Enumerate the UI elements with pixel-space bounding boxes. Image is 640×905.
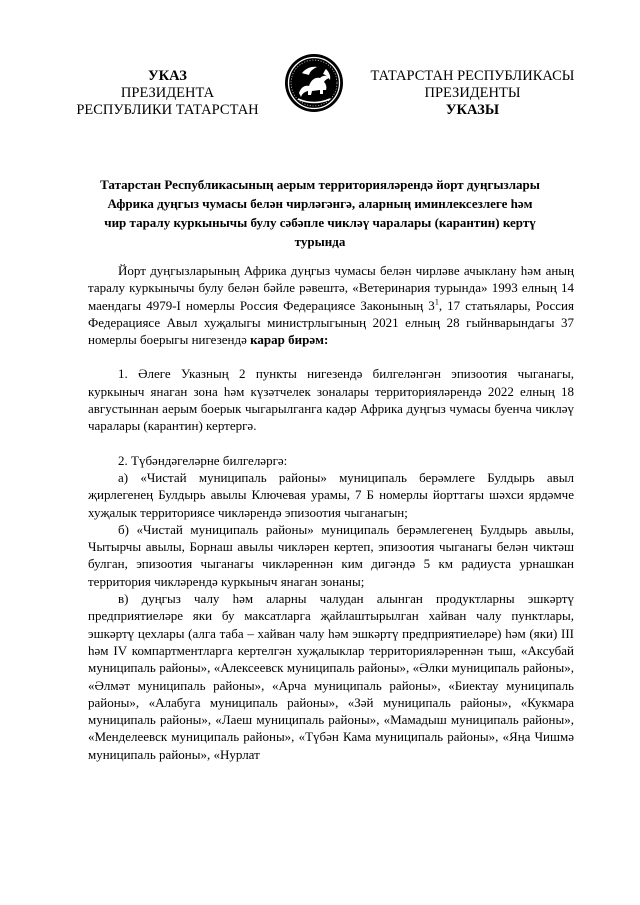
item-2a: а) «Чистай муниципаль районы» муниципаль берәмлеге Булдырь авыл җирлегенең Булдырь авылы Ключевая урамы, 7 Б номерлы йорттагы шәхси ярдәмче хуҗалык территориясе чикләрендә эпизоотия чыганагын; — [88, 469, 574, 520]
header-left-line1: УКАЗ — [148, 68, 187, 84]
header-right-tatar — [350, 68, 595, 119]
header-left-line2: ПРЕЗИДЕНТА — [120, 85, 215, 101]
header-right-line3: УКАЗЫ — [445, 102, 500, 118]
item-2b: б) «Чистай муниципаль районы» муниципаль берәмлегенең Булдырь авылы, Чытырчы авылы, Борнаш авылы чикләрен кертеп, эпизоотия чыганагы белән чиктәш булган, эпизоотия чыганагы чикләреннән ким дигәндә 5 км радиуста урнашкан территория чикләрендә куркыныч янаган зонаны; — [88, 521, 574, 589]
preamble-end: : — [323, 332, 329, 348]
header-right-line1: ТАТАРСТАН РЕСПУБЛИКАСЫ — [370, 68, 575, 84]
item-1: 1. Әлеге Указның 2 пункты нигезендә билгеләнгән эпизоотия чыганагы, куркыныч янаган зона һәм күзәтчелек зоналары территорияләрендә 2022 елның 18 августыннан аерым боерык чыгарылганга кадәр Африка дуңгыз чумасы буенча чикләү чаралары (карантин) кертергә. — [88, 366, 574, 434]
decree-title: Татарстан Республикасының аерым территорияләрендә йорт дуңгызлары Африка дуңгыз чумасы белән чирләгәнгә, аларның иминлексезлеге һәм чир таралу куркынычы булу сәбәпле чикләү чаралары (карантин) кертү турында — [100, 177, 540, 249]
header-left-line3: РЕСПУБЛИКИ ТАТАРСТАН — [76, 102, 259, 118]
tatarstan-coat-of-arms-icon — [284, 53, 344, 113]
header-right-line2: ПРЕЗИДЕНТЫ — [424, 85, 521, 101]
item-2c: в) дуңгыз чалу һәм аларны чалудан алынган продуктларны эшкәртү предприятиеләре яки бу максатларга җайлаштырылган хайван чалу пунктлары, эшкәртү цехлары (алга таба – хайван чалу һәм эшкәртү предприятиеләре) һәм (яки) III һәм IV компартментларга кертелгән хуҗалыклар территорияләреннән тыш, «Аксубай муниципаль районы», «Алексеевск муниципаль районы», «Әлки муниципаль районы», «Әлмәт муниципаль районы», «Арча муниципаль районы», «Биектау муниципаль районы», «Алабуга муниципаль районы», «Зәй муниципаль районы», «Кукмара муниципаль районы», «Лаеш муниципаль районы», «Мамадыш муниципаль районы», «Менделеевск муниципаль районы», «Түбән Кама муниципаль районы», «Яңа Чишмә муниципаль районы», «Нурлат — [88, 591, 574, 762]
preamble-superscript: 1 — [434, 297, 439, 307]
preamble-text-a: Йорт дуңгызларының Африка дуңгыз чумасы белән чирләве ачыклану һәм аның таралу куркынычы булу белән бәйле рәвештә, «Ветеринария турында» 1993 елның 14 маендагы 4979-I номерлы Россия Федерациясе Законының 3 — [88, 263, 574, 313]
preamble-bold: карар бирәм — [250, 332, 324, 348]
item-2: 2. Түбәндәгеләрне билгеләргә: — [118, 452, 288, 468]
decree-body — [88, 262, 574, 763]
header-left-russian — [60, 68, 275, 119]
preamble-text-b: , 17 статьялары, Россия Федерациясе Авыл хуҗалыгы министрлыгының 2021 елның 28 гыйнварындагы 37 номерлы боерыгы нигезендә — [88, 297, 574, 348]
preamble-paragraph — [88, 262, 574, 348]
